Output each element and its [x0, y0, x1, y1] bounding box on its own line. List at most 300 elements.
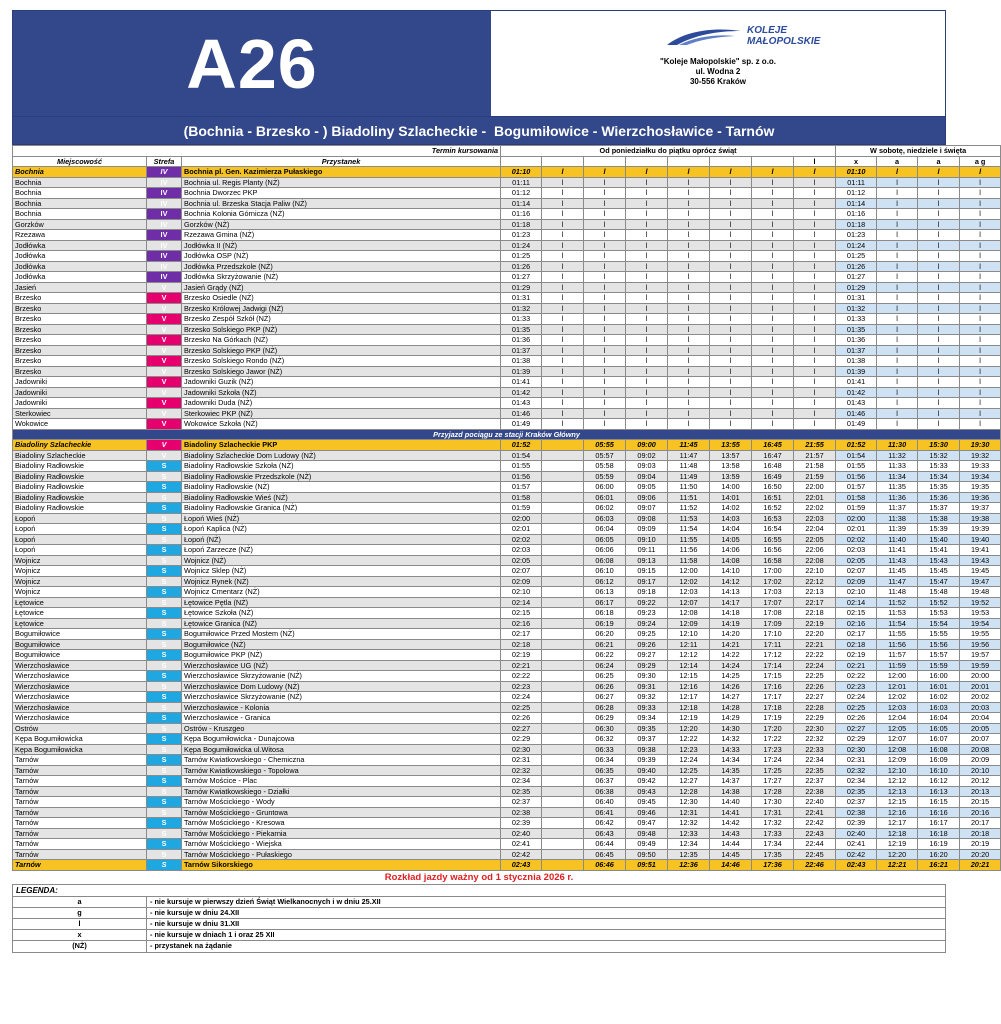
- time-cell: l: [710, 324, 752, 335]
- time-cell: 11:55: [877, 629, 918, 640]
- time-cell: 12:02: [668, 576, 710, 587]
- time-cell: 14:35: [710, 765, 752, 776]
- time-cell: l: [877, 261, 918, 272]
- time-cell: 12:17: [877, 818, 918, 829]
- time-cell: 01:16: [501, 209, 542, 220]
- time-cell: 05:58: [584, 461, 626, 472]
- time-cell: 14:19: [710, 618, 752, 629]
- time-cell: l: [960, 335, 1001, 346]
- stop-cell: Brzesko Solskiego PKP (NŻ): [182, 324, 501, 335]
- time-cell: 16:49: [752, 471, 794, 482]
- time-cell: l: [584, 240, 626, 251]
- time-cell: l: [752, 240, 794, 251]
- zone-cell: IV: [147, 240, 182, 251]
- time-cell: 22:02: [794, 503, 836, 514]
- time-cell: l: [918, 303, 960, 314]
- stop-cell: Jadowniki Szkoła (NŻ): [182, 387, 501, 398]
- time-cell: 01:12: [501, 188, 542, 199]
- stop-cell: Brzesko Osiedle (NŻ): [182, 293, 501, 304]
- time-cell: 02:15: [836, 608, 877, 619]
- time-cell: 01:36: [501, 335, 542, 346]
- time-cell: 14:32: [710, 734, 752, 745]
- time-cell: 12:03: [668, 587, 710, 598]
- zone-cell: V: [147, 419, 182, 430]
- place-cell: Bogumiłowice: [13, 650, 147, 661]
- time-cell: 22:10: [794, 566, 836, 577]
- time-cell: 09:35: [626, 723, 668, 734]
- time-cell: 12:00: [668, 566, 710, 577]
- place-cell: Jadowniki: [13, 377, 147, 388]
- time-cell: 20:18: [960, 828, 1001, 839]
- time-cell: 01:58: [501, 492, 542, 503]
- timetable-row: [13, 587, 1001, 598]
- time-cell: 09:46: [626, 807, 668, 818]
- time-cell: 02:40: [501, 828, 542, 839]
- time-cell: l: [626, 167, 668, 178]
- time-cell: 02:37: [501, 797, 542, 808]
- time-cell: 09:30: [626, 671, 668, 682]
- time-cell: 15:53: [918, 608, 960, 619]
- time-cell: 06:26: [584, 681, 626, 692]
- time-cell: 12:24: [668, 755, 710, 766]
- time-cell: 02:30: [501, 744, 542, 755]
- time-cell: 14:02: [710, 503, 752, 514]
- place-cell: Jodłówka: [13, 261, 147, 272]
- timetable-row: [13, 282, 1001, 293]
- time-cell: 06:12: [584, 576, 626, 587]
- stop-cell: Brzesko Solskiego PKP (NŻ): [182, 345, 501, 356]
- time-cell: 16:19: [918, 839, 960, 850]
- legend-text: - przystanek na żądanie: [150, 940, 232, 950]
- time-cell: 17:24: [752, 755, 794, 766]
- time-cell: 16:03: [918, 702, 960, 713]
- time-cell: 02:32: [836, 765, 877, 776]
- time-cell: 01:39: [836, 366, 877, 377]
- time-cell: 17:25: [752, 765, 794, 776]
- legend-item: [13, 919, 945, 930]
- timetable-row: [13, 702, 1001, 713]
- zone-cell: S: [147, 849, 182, 860]
- time-cell: l: [752, 230, 794, 241]
- time-cell: 02:16: [501, 618, 542, 629]
- time-cell: 11:48: [877, 587, 918, 598]
- empty-time-cell: [542, 555, 584, 566]
- time-cell: l: [542, 335, 584, 346]
- zone-cell: S: [147, 503, 182, 514]
- time-cell: l: [542, 230, 584, 241]
- time-cell: 02:35: [836, 786, 877, 797]
- time-cell: 09:45: [626, 797, 668, 808]
- time-cell: l: [710, 282, 752, 293]
- zone-cell: IV: [147, 209, 182, 220]
- time-cell: 14:41: [710, 807, 752, 818]
- stop-cell: Bochnia ul. Brzeska Stacja Paliw (NŻ): [182, 198, 501, 209]
- time-cell: 06:22: [584, 650, 626, 661]
- place-cell: Biadoliny Szlacheckie: [13, 450, 147, 461]
- time-cell: l: [960, 261, 1001, 272]
- time-cell: 17:36: [752, 860, 794, 871]
- timetable-row: [13, 765, 1001, 776]
- time-cell: 11:36: [877, 492, 918, 503]
- time-cell: 01:43: [836, 398, 877, 409]
- time-cell: 02:16: [836, 618, 877, 629]
- time-cell: l: [960, 177, 1001, 188]
- time-cell: l: [542, 387, 584, 398]
- time-cell: 20:00: [960, 671, 1001, 682]
- time-cell: 02:10: [501, 587, 542, 598]
- time-cell: 16:21: [918, 860, 960, 871]
- time-cell: 14:13: [710, 587, 752, 598]
- time-cell: 22:43: [794, 828, 836, 839]
- time-cell: l: [668, 167, 710, 178]
- time-cell: 19:37: [960, 503, 1001, 514]
- time-cell: 19:32: [960, 450, 1001, 461]
- time-cell: 09:13: [626, 555, 668, 566]
- time-cell: l: [584, 398, 626, 409]
- time-cell: 11:56: [877, 639, 918, 650]
- timetable-note-row: [13, 429, 1001, 440]
- time-cell: 11:35: [877, 482, 918, 493]
- time-cell: l: [626, 188, 668, 199]
- place-cell: Tarnów: [13, 828, 147, 839]
- time-cell: 06:01: [584, 492, 626, 503]
- time-cell: 06:29: [584, 713, 626, 724]
- empty-time-cell: [542, 524, 584, 535]
- time-cell: 16:05: [918, 723, 960, 734]
- stop-cell: Bochnia Kolonia Górnicza (NŻ): [182, 209, 501, 220]
- time-cell: 01:52: [836, 440, 877, 451]
- timetable-row: [13, 618, 1001, 629]
- time-cell: 09:08: [626, 513, 668, 524]
- timetable-row: [13, 471, 1001, 482]
- time-cell: 16:50: [752, 482, 794, 493]
- legend: [12, 884, 946, 953]
- legend-text: - nie kursuje w dniach 1 i oraz 25 XII: [150, 929, 275, 939]
- legend-key: a: [13, 897, 147, 907]
- time-cell: 01:46: [836, 408, 877, 419]
- place-cell: Łopoń: [13, 534, 147, 545]
- time-cell: l: [960, 345, 1001, 356]
- time-cell: 15:34: [918, 471, 960, 482]
- time-cell: l: [918, 335, 960, 346]
- time-cell: l: [752, 167, 794, 178]
- time-cell: 20:01: [960, 681, 1001, 692]
- time-cell: 17:33: [752, 828, 794, 839]
- empty-time-cell: [542, 471, 584, 482]
- timetable-row: [13, 839, 1001, 850]
- time-cell: l: [794, 177, 836, 188]
- zone-cell: IV: [147, 188, 182, 199]
- time-cell: 12:08: [877, 744, 918, 755]
- time-cell: 01:41: [836, 377, 877, 388]
- time-cell: 12:30: [668, 797, 710, 808]
- time-cell: 13:57: [710, 450, 752, 461]
- time-cell: l: [668, 366, 710, 377]
- time-cell: l: [960, 219, 1001, 230]
- time-cell: 16:09: [918, 755, 960, 766]
- time-cell: l: [918, 356, 960, 367]
- time-cell: 12:12: [877, 776, 918, 787]
- empty-time-cell: [542, 608, 584, 619]
- time-cell: l: [542, 240, 584, 251]
- time-cell: 01:16: [836, 209, 877, 220]
- zone-cell: IV: [147, 167, 182, 178]
- time-cell: l: [584, 167, 626, 178]
- weekday-mark-header: [668, 156, 710, 167]
- stop-column-header: Przystanek: [182, 156, 501, 167]
- time-cell: 17:30: [752, 797, 794, 808]
- time-cell: l: [710, 398, 752, 409]
- time-cell: l: [584, 366, 626, 377]
- time-cell: l: [626, 398, 668, 409]
- empty-time-cell: [542, 828, 584, 839]
- time-cell: 01:29: [836, 282, 877, 293]
- timetable-row: [13, 356, 1001, 367]
- timetable: [12, 145, 1001, 871]
- time-cell: 01:14: [501, 198, 542, 209]
- time-cell: l: [668, 356, 710, 367]
- time-cell: l: [710, 303, 752, 314]
- time-cell: l: [668, 314, 710, 325]
- place-cell: Brzesko: [13, 335, 147, 346]
- time-cell: 17:16: [752, 681, 794, 692]
- place-cell: Brzesko: [13, 356, 147, 367]
- zone-cell: V: [147, 314, 182, 325]
- time-cell: 09:49: [626, 839, 668, 850]
- time-cell: l: [752, 366, 794, 377]
- place-cell: Biadoliny Radłowskie: [13, 482, 147, 493]
- time-cell: l: [794, 314, 836, 325]
- time-cell: 09:40: [626, 765, 668, 776]
- time-cell: l: [584, 219, 626, 230]
- time-cell: 22:19: [794, 618, 836, 629]
- time-cell: 02:25: [501, 702, 542, 713]
- time-cell: 20:16: [960, 807, 1001, 818]
- stop-cell: Tarnów Sikorskiego: [182, 860, 501, 871]
- time-cell: 20:13: [960, 786, 1001, 797]
- time-cell: 19:38: [960, 513, 1001, 524]
- time-cell: 11:53: [668, 513, 710, 524]
- legend-text: - nie kursuje w dniu 24.XII: [150, 907, 240, 917]
- weekday-mark-header: [584, 156, 626, 167]
- time-cell: 17:31: [752, 807, 794, 818]
- time-cell: l: [877, 293, 918, 304]
- timetable-row: [13, 366, 1001, 377]
- time-cell: l: [542, 251, 584, 262]
- weekday-group-header: Od poniedziałku do piątku oprócz świąt: [501, 146, 836, 157]
- time-cell: 14:27: [710, 692, 752, 703]
- time-cell: 09:02: [626, 450, 668, 461]
- time-cell: 01:24: [836, 240, 877, 251]
- time-cell: 02:07: [836, 566, 877, 577]
- time-cell: 01:32: [836, 303, 877, 314]
- time-cell: 12:32: [668, 818, 710, 829]
- time-cell: l: [752, 387, 794, 398]
- zone-cell: S: [147, 587, 182, 598]
- time-cell: l: [960, 251, 1001, 262]
- time-cell: 14:40: [710, 797, 752, 808]
- time-cell: l: [668, 303, 710, 314]
- time-cell: l: [752, 324, 794, 335]
- time-cell: 02:32: [501, 765, 542, 776]
- time-cell: 21:59: [794, 471, 836, 482]
- time-cell: l: [584, 419, 626, 430]
- time-cell: 14:28: [710, 702, 752, 713]
- time-cell: 09:24: [626, 618, 668, 629]
- time-cell: 01:39: [501, 366, 542, 377]
- empty-time-cell: [542, 461, 584, 472]
- place-cell: Biadoliny Radłowskie: [13, 461, 147, 472]
- route-title: (Bochnia - Brzesko - ) Biadoliny Szlacheckie - Bogumiłowice - Wierzchosławice - Tarnów: [183, 122, 775, 139]
- stop-cell: Jodłówka Przedszkole (NŻ): [182, 261, 501, 272]
- time-cell: l: [668, 377, 710, 388]
- time-cell: 11:43: [877, 555, 918, 566]
- place-cell: Tarnów: [13, 849, 147, 860]
- time-cell: 02:24: [836, 692, 877, 703]
- place-cell: Sterkowiec: [13, 408, 147, 419]
- time-cell: 06:28: [584, 702, 626, 713]
- time-cell: 01:26: [836, 261, 877, 272]
- time-cell: 17:17: [752, 692, 794, 703]
- stop-cell: Biadoliny Szlacheckie PKP: [182, 440, 501, 451]
- zone-cell: V: [147, 324, 182, 335]
- time-cell: l: [960, 356, 1001, 367]
- empty-time-cell: [542, 713, 584, 724]
- time-cell: 01:43: [501, 398, 542, 409]
- time-cell: 22:42: [794, 818, 836, 829]
- legend-text: - nie kursuje w pierwszy dzień Świąt Wielkanocnych i w dniu 25.XII: [150, 896, 381, 906]
- time-cell: l: [542, 219, 584, 230]
- timetable-row: [13, 555, 1001, 566]
- time-cell: 02:39: [836, 818, 877, 829]
- time-cell: l: [960, 293, 1001, 304]
- time-cell: 15:39: [918, 524, 960, 535]
- time-cell: 11:55: [668, 534, 710, 545]
- empty-time-cell: [542, 702, 584, 713]
- time-cell: 09:06: [626, 492, 668, 503]
- time-cell: 14:17: [710, 597, 752, 608]
- weekday-mark-header: [542, 156, 584, 167]
- time-cell: 22:24: [794, 660, 836, 671]
- zone-cell: V: [147, 398, 182, 409]
- place-cell: Tarnów: [13, 818, 147, 829]
- time-cell: 06:41: [584, 807, 626, 818]
- stop-cell: Rzezawa Gmina (NŻ): [182, 230, 501, 241]
- timetable-row: [13, 450, 1001, 461]
- time-cell: 14:43: [710, 828, 752, 839]
- time-cell: 11:58: [668, 555, 710, 566]
- place-cell: Wierzchosławice: [13, 713, 147, 724]
- timetable-row: [13, 240, 1001, 251]
- zone-cell: IV: [147, 230, 182, 241]
- timetable-row: [13, 713, 1001, 724]
- zone-cell: S: [147, 828, 182, 839]
- time-cell: 21:55: [794, 440, 836, 451]
- time-cell: 02:01: [501, 524, 542, 535]
- time-cell: 16:13: [918, 786, 960, 797]
- company-city: 30-556 Kraków: [689, 77, 747, 86]
- time-cell: l: [960, 366, 1001, 377]
- zone-cell: S: [147, 692, 182, 703]
- stop-cell: Wojnicz Rynek (NŻ): [182, 576, 501, 587]
- time-cell: 12:02: [877, 692, 918, 703]
- zone-cell: S: [147, 492, 182, 503]
- time-cell: l: [584, 387, 626, 398]
- time-cell: l: [794, 282, 836, 293]
- place-cell: Biadoliny Radłowskie: [13, 471, 147, 482]
- time-cell: l: [794, 188, 836, 199]
- weekday-mark-header: [626, 156, 668, 167]
- place-cell: Ostrów: [13, 723, 147, 734]
- time-cell: 02:38: [836, 807, 877, 818]
- time-cell: 16:52: [752, 503, 794, 514]
- place-cell: Wierzchosławice: [13, 660, 147, 671]
- legend-text: - nie kursuje w dniu 31.XII: [150, 918, 240, 928]
- time-cell: 06:32: [584, 734, 626, 745]
- time-cell: 12:20: [668, 723, 710, 734]
- timetable-row: [13, 251, 1001, 262]
- time-cell: 19:52: [960, 597, 1001, 608]
- time-cell: 22:04: [794, 524, 836, 535]
- time-cell: 01:18: [501, 219, 542, 230]
- time-cell: l: [918, 282, 960, 293]
- time-cell: l: [626, 282, 668, 293]
- time-cell: l: [542, 282, 584, 293]
- zone-cell: IV: [147, 272, 182, 283]
- company-name: "Koleje Małopolskie" sp. z o.o.: [659, 57, 777, 66]
- timetable-row: [13, 797, 1001, 808]
- time-cell: l: [794, 293, 836, 304]
- zone-cell: S: [147, 776, 182, 787]
- time-cell: 01:56: [836, 471, 877, 482]
- time-cell: 09:07: [626, 503, 668, 514]
- time-cell: 22:41: [794, 807, 836, 818]
- time-cell: 14:06: [710, 545, 752, 556]
- time-cell: l: [877, 177, 918, 188]
- stop-cell: Łopoń Wieś (NŻ): [182, 513, 501, 524]
- time-cell: 12:17: [668, 692, 710, 703]
- zone-cell: S: [147, 723, 182, 734]
- time-cell: 20:12: [960, 776, 1001, 787]
- time-cell: 15:52: [918, 597, 960, 608]
- timetable-page: [12, 10, 990, 953]
- empty-time-cell: [542, 597, 584, 608]
- time-cell: 06:33: [584, 744, 626, 755]
- time-cell: l: [877, 366, 918, 377]
- time-cell: 11:41: [877, 545, 918, 556]
- time-cell: 14:24: [710, 660, 752, 671]
- time-cell: 02:41: [836, 839, 877, 850]
- time-cell: l: [877, 188, 918, 199]
- time-cell: 22:30: [794, 723, 836, 734]
- time-cell: l: [542, 324, 584, 335]
- time-cell: 19:35: [960, 482, 1001, 493]
- time-cell: 12:36: [668, 860, 710, 871]
- time-cell: 12:19: [877, 839, 918, 850]
- timetable-row: [13, 660, 1001, 671]
- time-cell: 12:33: [668, 828, 710, 839]
- empty-time-cell: [542, 650, 584, 661]
- time-cell: l: [794, 398, 836, 409]
- time-cell: 11:33: [877, 461, 918, 472]
- time-cell: l: [918, 261, 960, 272]
- time-cell: 16:54: [752, 524, 794, 535]
- time-cell: 02:14: [836, 597, 877, 608]
- timetable-row: [13, 188, 1001, 199]
- time-cell: 02:02: [501, 534, 542, 545]
- time-cell: 15:37: [918, 503, 960, 514]
- time-cell: 14:34: [710, 755, 752, 766]
